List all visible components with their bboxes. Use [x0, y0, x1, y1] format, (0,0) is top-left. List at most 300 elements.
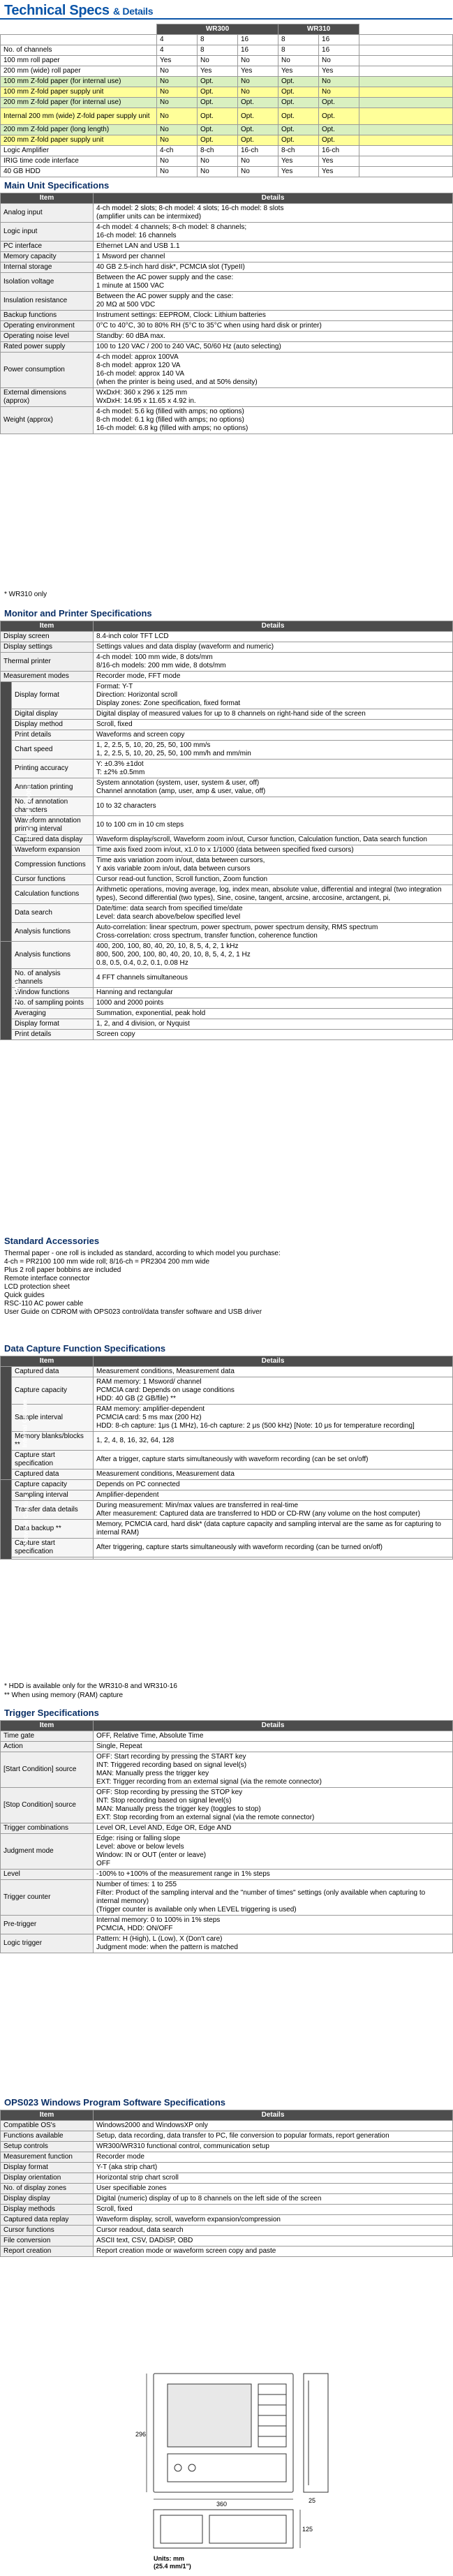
capture-row	[1, 1470, 453, 1480]
dimension-drawing	[126, 2367, 335, 2573]
cmp-cell: No	[157, 167, 198, 177]
main-unit-item: Internal storage	[1, 262, 94, 273]
monitor-item: Window functions	[12, 988, 94, 998]
software-row	[1, 2131, 453, 2142]
cmp-row-pad	[359, 66, 453, 77]
cmp-subheader-cell: 16	[319, 35, 359, 45]
trigger-row	[1, 1834, 453, 1870]
monitor-details: 400, 200, 100, 80, 40, 20, 10, 8, 5, 4, 2, 1 kHz 800, 500, 200, 100, 80, 40, 20, 10, 8, 5, 4, 2, 1 Hz 0.8, 0.5, 0.4, 0.2, 0.1, 0.08 Hz	[94, 942, 453, 969]
capture-item: Captured data	[12, 1470, 94, 1480]
monitor-details: 10 to 100 cm in 10 cm steps	[94, 816, 453, 835]
capture-table	[0, 1356, 453, 1560]
cmp-cell: 4-ch	[157, 146, 198, 156]
cmp-cell: Opt.	[198, 125, 238, 135]
cmp-row	[1, 77, 453, 87]
software-details: Digital (numeric) display of up to 8 channels on the left side of the screen	[94, 2194, 453, 2205]
monitor-row	[1, 969, 453, 988]
monitor-item: Display screen	[1, 632, 94, 642]
top-view	[154, 2374, 293, 2492]
monitor-group-label: RECORDER MODE	[25, 783, 33, 841]
monitor-details: 4-ch model: 100 mm wide, 8 dots/mm 8/16-ch models: 200 mm wide, 8 dots/mm	[94, 653, 453, 672]
cmp-cell: Opt.	[198, 87, 238, 98]
trigger-item: [Stop Condition] source	[1, 1788, 94, 1823]
main-unit-item: Analog input	[1, 204, 94, 223]
cmp-cell: No	[157, 125, 198, 135]
cmp-cell: No	[238, 167, 279, 177]
cmp-row-label: 100 mm Z-fold paper supply unit	[1, 87, 157, 98]
front-panel-a	[161, 2515, 202, 2543]
software-details: Waveform display, scroll, waveform expansion/compression	[94, 2215, 453, 2226]
cmp-cell: 8-ch	[198, 146, 238, 156]
software-item: Display methods	[1, 2205, 94, 2215]
main-unit-row	[1, 321, 453, 332]
small-dim-label: 25	[309, 2497, 316, 2504]
capture-group-label: Network Capture	[22, 1494, 30, 1545]
capture-col-item: Item	[1, 1356, 94, 1367]
cmp-cell: 4	[157, 45, 198, 56]
main-unit-row	[1, 223, 453, 242]
software-details: Recorder mode	[94, 2152, 453, 2163]
main-unit-details: Standby: 60 dBA max.	[94, 332, 453, 342]
monitor-row	[1, 760, 453, 778]
monitor-item: Data search	[12, 904, 94, 923]
header	[0, 0, 452, 20]
software-details: Report creation mode or waveform screen copy and paste	[94, 2246, 453, 2257]
software-item: Cursor functions	[1, 2226, 94, 2236]
monitor-item: Print details	[12, 1030, 94, 1040]
capture-group-label: Internal Capture	[21, 1398, 29, 1448]
capture-item: Capture capacity	[12, 1377, 94, 1405]
software-table	[0, 2110, 453, 2257]
capture-details: After triggering, capture starts simultaneously with waveform recording (can be turned on/off)	[94, 1539, 453, 1557]
cmp-row-label: Logic Amplifier	[1, 146, 157, 156]
main-unit-row	[1, 262, 453, 273]
cmp-cell: Opt.	[238, 125, 279, 135]
cmp-row	[1, 156, 453, 167]
software-row	[1, 2121, 453, 2131]
capture-details: Measurement conditions, Measurement data	[94, 1367, 453, 1377]
accessories-text: Thermal paper - one roll is included as standard, according to which model you purchase: 4-ch = PR2100 100 mm wide roll; 8/16-ch = PR2304 200 mm wide Plus 2 roll paper bobbins are included Remote interface connector LCD protection sheet Quick guides RSC-110 AC power cable User Guide on CDROM with OPS023 control/data transfer software and USB driver	[4, 1250, 281, 1316]
monitor-row	[1, 730, 453, 741]
cmp-cell: Opt.	[198, 98, 238, 108]
capture-details: Measurement conditions, Measurement data	[94, 1470, 453, 1480]
monitor-row	[1, 778, 453, 797]
monitor-item: Averaging	[12, 1009, 94, 1019]
software-item: Measurement function	[1, 2152, 94, 2163]
software-item: Functions available	[1, 2131, 94, 2142]
monitor-details: 8.4-inch color TFT LCD	[94, 632, 453, 642]
monitor-row	[1, 720, 453, 730]
monitor-item: Calculation functions	[12, 885, 94, 904]
trigger-details: Number of times: 1 to 255 Filter: Product of the sampling interval and the "number of times" settings (only available when capturing to internal memory) (Trigger counter is available only when LEVEL triggering is used)	[94, 1880, 453, 1916]
trigger-row	[1, 1788, 453, 1823]
software-details: ASCII text, CSV, DADiSP, OBD	[94, 2236, 453, 2246]
monitor-item: Measurement modes	[1, 672, 94, 682]
main-unit-row	[1, 353, 453, 388]
cmp-row-pad	[359, 156, 453, 167]
cmp-cell: Opt.	[319, 135, 359, 146]
main-unit-item: Rated power supply	[1, 342, 94, 353]
cmp-row	[1, 167, 453, 177]
cmp-row	[1, 135, 453, 146]
software-item: Display orientation	[1, 2173, 94, 2184]
main-unit-item: Memory capacity	[1, 252, 94, 262]
cmp-corner	[1, 24, 157, 35]
cmp-cell: No	[157, 156, 198, 167]
software-item: Setup controls	[1, 2142, 94, 2152]
main-unit-details: 4-ch model: approx 100VA 8-ch model: approx 120 VA 16-ch model: approx 140 VA (when the printer is being used, and at 50% density)	[94, 353, 453, 388]
cmp-row-pad	[359, 125, 453, 135]
main-unit-details: 4-ch model: 4 channels; 8-ch model: 8 channels; 16-ch model: 16 channels	[94, 223, 453, 242]
trigger-details: Internal memory: 0 to 100% in 1% steps PCMCIA, HDD: ON/OFF	[94, 1916, 453, 1934]
cmp-cell: No	[157, 135, 198, 146]
cmp-cell: Opt.	[279, 108, 319, 125]
capture-details: RAM memory: amplifier-dependent PCMCIA card: 5 ms max (200 Hz) HDD: 8-ch capture: 1μs (1 MHz), 16-ch capture: 2 μs (500 kHz) [Note: 10 μs for temperature recording]	[94, 1405, 453, 1432]
trigger-details: OFF: Start recording by pressing the START key INT: Triggered recording based on signal level(s) MAN: Manually press the trigger key EXT: Trigger recording from an external signal (via the remote connector)	[94, 1752, 453, 1788]
monitor-title: Monitor and Printer Specifications	[4, 608, 152, 619]
monitor-item: No. of analysis channels	[12, 969, 94, 988]
capture-row	[1, 1432, 453, 1451]
cmp-cell: No	[157, 98, 198, 108]
monitor-details: Arithmetic operations, moving average, log, index mean, absolute value, differential and integral (two integration types), Second differential (two types), Sine, cosine, tangent, arcsine, arccosine, arctangent, pi,	[94, 885, 453, 904]
cmp-row-pad	[359, 45, 453, 56]
cmp-row-pad	[359, 108, 453, 125]
monitor-details: 1, 2, and 4 division, or Nyquist	[94, 1019, 453, 1030]
trigger-row	[1, 1752, 453, 1788]
software-col-item: Item	[1, 2110, 94, 2121]
cmp-subheader-cell: 8	[279, 35, 319, 45]
side-view-outline	[304, 2374, 328, 2492]
model-header-wr300: WR300	[157, 24, 279, 35]
main-unit-item: Power consumption	[1, 353, 94, 388]
width-dim-label: 360	[216, 2501, 228, 2508]
front-view	[154, 2510, 293, 2548]
monitor-details: System annotation (system, user, system & user, off) Channel annotation (amp, user, amp & user, value, off)	[94, 778, 453, 797]
capture-group-internal	[1, 1367, 29, 1480]
cmp-cell: Opt.	[238, 108, 279, 125]
cmp-subheader-cell: 4	[157, 35, 198, 45]
main-unit-details: 4-ch model: 5.6 kg (filled with amps; no options) 8-ch model: 6.1 kg (filled with amps; no options) 16-ch model: 6.8 kg (filled with amps; no options)	[94, 407, 453, 434]
monitor-group-label: FFT MODE	[13, 975, 20, 1007]
cmp-cell: 16	[319, 45, 359, 56]
cmp-row-label: 200 mm Z-fold paper supply unit	[1, 135, 157, 146]
capture-item: Data backup **	[12, 1520, 94, 1539]
main-unit-row	[1, 252, 453, 262]
height-dim-label: 125	[302, 2526, 313, 2533]
monitor-row	[1, 998, 453, 1009]
capture-row	[1, 1405, 453, 1432]
monitor-table	[0, 621, 453, 1040]
cmp-cell: 16-ch	[319, 146, 359, 156]
monitor-item: Display format	[12, 1019, 94, 1030]
main-unit-footnote: * WR310 only	[4, 591, 47, 598]
capture-row	[1, 1557, 453, 1560]
main-unit-row	[1, 204, 453, 223]
cmp-row	[1, 87, 453, 98]
trigger-item: Trigger combinations	[1, 1823, 94, 1834]
capture-item: Capture capacity	[12, 1480, 94, 1490]
main-unit-row	[1, 242, 453, 252]
cmp-cell: No	[279, 56, 319, 66]
capture-details: During measurement: Min/max values are transferred in real-time After measurement: Captured data are transferred to HDD or CD-RW (any volume on the host computer)	[94, 1501, 453, 1520]
trigger-row	[1, 1880, 453, 1916]
knob	[188, 2464, 195, 2471]
cmp-cell: 8-ch	[279, 146, 319, 156]
front-panel-b	[209, 2515, 286, 2543]
capture-row	[1, 1480, 453, 1490]
software-item: Report creation	[1, 2246, 94, 2257]
cmp-subheader-pad	[359, 35, 453, 45]
monitor-item: No. of annotation characters	[12, 797, 94, 816]
trigger-item: [Start Condition] source	[1, 1752, 94, 1788]
printer-area	[168, 2454, 286, 2482]
trigger-item: Level	[1, 1870, 94, 1880]
monitor-details: Time axis fixed zoom in/out, x1.0 to x 1/1000 (data between specified fixed cursors)	[94, 845, 453, 856]
monitor-details: 1, 2, 2.5, 5, 10, 20, 25, 50, 100 mm/s 1, 2, 2.5, 5, 10, 20, 25, 50, 100 mm/h and mm/min	[94, 741, 453, 760]
monitor-group-fft	[1, 942, 20, 1040]
cmp-row	[1, 45, 453, 56]
software-item: Display format	[1, 2163, 94, 2173]
trigger-item: Judgment mode	[1, 1834, 94, 1870]
cmp-cell: No	[157, 87, 198, 98]
monitor-item: Chart speed	[12, 741, 94, 760]
monitor-details: Settings values and data display (waveform and numeric)	[94, 642, 453, 653]
main-unit-item: Insulation resistance	[1, 292, 94, 311]
trigger-item: Action	[1, 1742, 94, 1752]
software-row	[1, 2215, 453, 2226]
cmp-cell: Yes	[238, 66, 279, 77]
monitor-item: Compression functions	[12, 856, 94, 875]
cmp-cell: No	[238, 56, 279, 66]
monitor-row	[1, 835, 453, 845]
monitor-item: Thermal printer	[1, 653, 94, 672]
main-unit-table	[0, 193, 453, 434]
monitor-details: Recorder mode, FFT mode	[94, 672, 453, 682]
main-unit-details: Between the AC power supply and the case: 20 MΩ at 500 VDC	[94, 292, 453, 311]
capture-item: Transfer data details	[12, 1501, 94, 1520]
capture-item: Sampling interval	[12, 1490, 94, 1501]
capture-details: After a trigger, capture starts simultaneously with waveform recording (can be set on/off)	[94, 1451, 453, 1470]
cmp-cell: No	[319, 77, 359, 87]
trigger-row	[1, 1731, 453, 1742]
capture-item: Capture start specification	[12, 1539, 94, 1557]
cmp-cell: No	[198, 56, 238, 66]
monitor-row	[1, 904, 453, 923]
cmp-cell: No	[198, 167, 238, 177]
software-details: WR300/WR310 functional control, communication setup	[94, 2142, 453, 2152]
cmp-row-label: Internal 200 mm (wide) Z-fold paper supply unit	[1, 108, 157, 125]
monitor-col-item: Item	[1, 621, 94, 632]
cmp-row	[1, 125, 453, 135]
capture-row	[1, 1539, 453, 1557]
cmp-row	[1, 146, 453, 156]
monitor-item: Print details	[12, 730, 94, 741]
main-unit-item: Operating environment	[1, 321, 94, 332]
cmp-cell: No	[157, 66, 198, 77]
monitor-details: 1000 and 2000 points	[94, 998, 453, 1009]
monitor-row	[1, 642, 453, 653]
cmp-cell: No	[238, 77, 279, 87]
software-row	[1, 2142, 453, 2152]
software-row	[1, 2236, 453, 2246]
monitor-row	[1, 653, 453, 672]
cmp-cell: Opt.	[319, 125, 359, 135]
software-title: OPS023 Windows Program Software Specifications	[4, 2097, 226, 2108]
software-item: Compatible OS's	[1, 2121, 94, 2131]
monitor-row	[1, 816, 453, 835]
monitor-details: 4 FFT channels simultaneous	[94, 969, 453, 988]
cmp-cell: 16-ch	[238, 146, 279, 156]
monitor-details: Scroll, fixed	[94, 720, 453, 730]
monitor-item: Analysis functions	[12, 923, 94, 942]
trigger-row	[1, 1742, 453, 1752]
software-details: Y-T (aka strip chart)	[94, 2163, 453, 2173]
monitor-details: Hanning and rectangular	[94, 988, 453, 998]
cmp-cell: Opt.	[279, 135, 319, 146]
cmp-cell: Yes	[279, 167, 319, 177]
cmp-cell: No	[157, 108, 198, 125]
cmp-cell: Yes	[198, 66, 238, 77]
software-row	[1, 2184, 453, 2194]
page-title-text: Technical Specs	[4, 3, 110, 18]
cmp-row	[1, 108, 453, 125]
monitor-row	[1, 741, 453, 760]
cmp-cell: Opt.	[198, 135, 238, 146]
trigger-item: Trigger counter	[1, 1880, 94, 1916]
main-unit-details: 4-ch model: 2 slots; 8-ch model: 4 slots; 16-ch model: 8 slots (amplifier units can be intermixed)	[94, 204, 453, 223]
model-header-wr310: WR310	[279, 24, 359, 35]
main-unit-item: Weight (approx)	[1, 407, 94, 434]
cmp-cell: Opt.	[279, 98, 319, 108]
main-unit-row	[1, 273, 453, 292]
main-unit-details: Between the AC power supply and the case: 1 minute at 1500 VAC	[94, 273, 453, 292]
monitor-item: No. of sampling points	[12, 998, 94, 1009]
main-unit-details: Instrument settings: EEPROM, Clock: Lithium batteries	[94, 311, 453, 321]
trigger-row	[1, 1916, 453, 1934]
monitor-group-recorder	[1, 682, 33, 942]
monitor-item: Cursor functions	[12, 875, 94, 885]
monitor-row	[1, 672, 453, 682]
capture-details: Amplifier-dependent	[94, 1490, 453, 1501]
page-subtitle: & Details	[113, 6, 154, 17]
software-details: Scroll, fixed	[94, 2205, 453, 2215]
cmp-cell: Opt.	[279, 125, 319, 135]
capture-row	[1, 1490, 453, 1501]
capture-item: Capture start specification	[12, 1451, 94, 1470]
trigger-details: Pattern: H (High), L (Low), X (Don't care) Judgment mode: when the pattern is matched	[94, 1934, 453, 1953]
depth-dim-label: 296	[135, 2431, 147, 2438]
monitor-details: Auto-correlation: linear spectrum, power spectrum, power spectrum density, RMS spectrum Cross-correlation: cross spectrum, transfer function, coherence function	[94, 923, 453, 942]
software-row	[1, 2163, 453, 2173]
monitor-col-details: Details	[94, 621, 453, 632]
software-details: Cursor readout, data search	[94, 2226, 453, 2236]
cmp-cell: No	[198, 156, 238, 167]
cmp-cell: Opt.	[279, 87, 319, 98]
cmp-cell: Yes	[157, 56, 198, 66]
monitor-item: Captured data display	[12, 835, 94, 845]
monitor-row	[1, 1030, 453, 1040]
cmp-cell: Opt.	[238, 98, 279, 108]
main-unit-item: Isolation voltage	[1, 273, 94, 292]
monitor-details: Waveform display/scroll, Waveform zoom in/out, Cursor function, Calculation function, Data search function	[94, 835, 453, 845]
monitor-row	[1, 1019, 453, 1030]
monitor-item: Annotation printing	[12, 778, 94, 797]
trigger-details: Level OR, Level AND, Edge OR, Edge AND	[94, 1823, 453, 1834]
cmp-subheader-cell: 8	[198, 35, 238, 45]
capture-row	[1, 1520, 453, 1539]
capture-title: Data Capture Function Specifications	[4, 1343, 166, 1354]
monitor-details: Y: ±0.3% ±1dot T: ±2% ±0.5mm	[94, 760, 453, 778]
monitor-row	[1, 856, 453, 875]
main-unit-item: Backup functions	[1, 311, 94, 321]
software-col-details: Details	[94, 2110, 453, 2121]
monitor-row	[1, 923, 453, 942]
trigger-details: OFF, Relative Time, Absolute Time	[94, 1731, 453, 1742]
monitor-item: Display method	[12, 720, 94, 730]
accessories-title: Standard Accessories	[4, 1236, 100, 1246]
monitor-item: Display settings	[1, 642, 94, 653]
cmp-row-pad	[359, 167, 453, 177]
capture-footnote-2: ** When using memory (RAM) capture	[4, 1692, 124, 1699]
software-item: Display display	[1, 2194, 94, 2205]
cmp-row	[1, 98, 453, 108]
cmp-row-label: 200 mm Z-fold paper (for internal use)	[1, 98, 157, 108]
cmp-row-label: 40 GB HDD	[1, 167, 157, 177]
trigger-table	[0, 1720, 453, 1953]
trigger-item: Pre-trigger	[1, 1916, 94, 1934]
side-view	[304, 2374, 328, 2492]
cmp-cell: 16	[238, 45, 279, 56]
monitor-item: Waveform annotation printing interval	[12, 816, 94, 835]
monitor-row	[1, 797, 453, 816]
main-unit-row	[1, 292, 453, 311]
monitor-details: 10 to 32 characters	[94, 797, 453, 816]
main-col-details: Details	[94, 193, 453, 204]
monitor-item: Display format	[12, 682, 94, 709]
main-col-item: Item	[1, 193, 94, 204]
capture-item: Captured data	[12, 1367, 94, 1377]
cmp-row-pad	[359, 146, 453, 156]
cmp-cell: Opt.	[319, 108, 359, 125]
monitor-row	[1, 885, 453, 904]
cmp-row-pad	[359, 77, 453, 87]
trigger-title: Trigger Specifications	[4, 1708, 99, 1718]
monitor-row	[1, 682, 453, 709]
cmp-cell: Opt.	[279, 77, 319, 87]
software-details: Windows2000 and WindowsXP only	[94, 2121, 453, 2131]
cmp-cell: No	[319, 56, 359, 66]
cmp-cell: Opt.	[238, 135, 279, 146]
cmp-spacer	[359, 24, 453, 35]
cmp-row-pad	[359, 56, 453, 66]
cmp-cell: 8	[198, 45, 238, 56]
monitor-item: Digital display	[12, 709, 94, 720]
trigger-row	[1, 1934, 453, 1953]
main-unit-details: WxDxH: 360 x 296 x 125 mm WxDxH: 14.95 x 11.65 x 4.92 in.	[94, 388, 453, 407]
monitor-details: Cursor read-out function, Scroll function, Zoom function	[94, 875, 453, 885]
software-details: User specifiable zones	[94, 2184, 453, 2194]
capture-item: Sample interval	[12, 1405, 94, 1432]
capture-footnote-1: * HDD is available only for the WR310-8 and WR310-16	[4, 1682, 177, 1690]
capture-row	[1, 1377, 453, 1405]
cmp-cell: Opt.	[319, 98, 359, 108]
main-unit-title: Main Unit Specifications	[4, 180, 110, 191]
capture-details: Depends on PC connected	[94, 1480, 453, 1490]
lcd-screen	[168, 2384, 251, 2447]
capture-item: Memory blanks/blocks **	[12, 1432, 94, 1451]
units-label: Units: mm	[154, 2555, 185, 2562]
trigger-details: -100% to +100% of the measurement range in 1% steps	[94, 1870, 453, 1880]
